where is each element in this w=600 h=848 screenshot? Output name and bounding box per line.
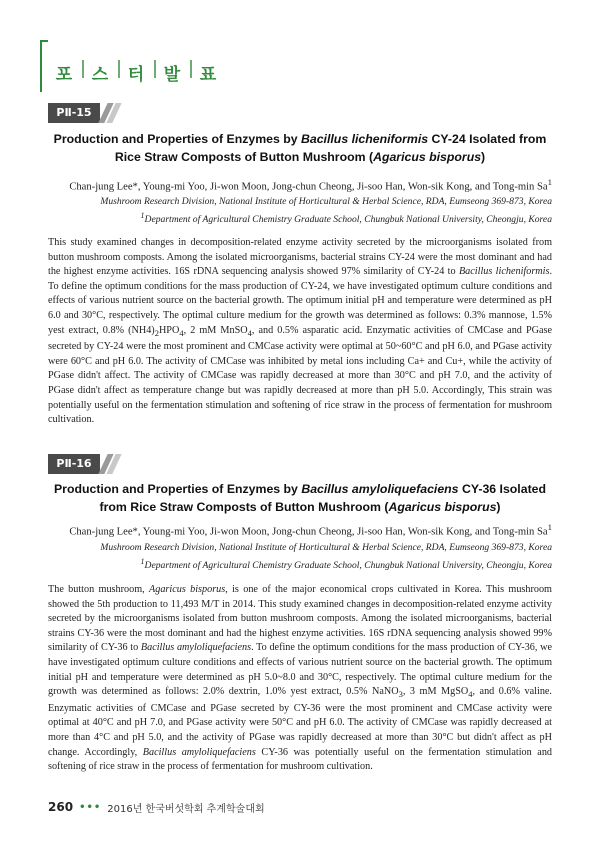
abstract-text: This study examined changes in decomposition-related enzyme activity secreted by the microorganisms isolated from button mushroom composts. Among the isolated microorganisms, bacterial strains CY-24 were the most dominant and had the highest enzyme activities. 16S rDNA sequencing analysis showed 97% similarity of CY-24 to: [48, 237, 552, 278]
title-text: from Rice Straw Composts of Button Mushroom (: [99, 500, 389, 514]
abstract-species: Bacillus amyloliquefaciens: [142, 746, 256, 758]
authors-text: Chan-jung Lee*, Young-mi Yoo, Ji-won Moon, Jong-chun Cheong, Ji-soo Han, Won-sik Kong, and Tong-min Sa: [69, 526, 548, 538]
title-text: ): [481, 150, 486, 164]
title-species: Bacillus amyloliquefaciens: [301, 482, 459, 496]
section-header: [40, 40, 560, 92]
affiliation-text: Department of Agricultural Chemistry Graduate School, Chungbuk National University, Cheongju, Korea: [144, 560, 552, 572]
poster-authors: [48, 175, 552, 195]
affiliation-line: Mushroom Research Division, National Institute of Horticultural & Herbal Science, RDA, Eumseong 369-873, Korea: [100, 542, 552, 553]
title-line: [48, 130, 552, 148]
poster-tag: [48, 103, 118, 125]
title-species: Bacillus licheniformis: [301, 132, 429, 146]
title-text: ): [496, 500, 501, 514]
poster-affiliations: [48, 195, 552, 227]
abstract-text: . To define the optimum conditions for the mass production of CY-36, we have investigated optimum culture conditions and effects of various nutrient source on the bacterial growth. The optimum initial pH and temperature were determined as pH 5.0~8.0 and 30°C, respectively. The optimal culture medium for the growth was determined as follows: 2.0% dextrin, 1.0% yest extract, 0.5% NaNO: [48, 642, 552, 698]
affiliation-sup: 1: [140, 557, 145, 566]
affiliation-text: Department of Agricultural Chemistry Graduate School, Chungbuk National University, Cheongju, Korea: [144, 214, 552, 226]
poster-abstract: [48, 236, 552, 428]
section-title-char: 발: [163, 65, 183, 85]
title-separator: [154, 60, 156, 78]
abstract-text: , is one of the major economical crops cultivated in Korea. This mushroom showed the 5th production to 11,493 M/T in 2014. This study examined changes in decomposition-related enzyme activity secreted by the microorganisms isolated from button mushroom composts. Among the isolated microorganisms, bacterial strains CY-36 were the most dominant and had the highest enzyme activities. 16S rDNA sequencing analysis showed 99% similarity of CY-36 to: [48, 584, 552, 654]
affiliation-line: [48, 209, 552, 227]
title-text: CY-24 Isolated from: [428, 132, 547, 146]
abstract-species: Bacillus licheniformis: [458, 266, 550, 278]
abstract-paragraph: [48, 236, 552, 428]
section-title-char: 포: [55, 65, 75, 85]
abstract-text: The button mushroom,: [48, 584, 149, 595]
title-line: [48, 498, 552, 516]
footer-text: 2016년 한국버섯학회 추계학술대회: [107, 803, 265, 815]
authors-sup: 1: [547, 177, 552, 187]
authors-sup: 1: [547, 522, 552, 532]
title-text: Production and Properties of Enzymes by: [53, 482, 302, 496]
abstract-sub: 2: [154, 327, 159, 338]
abstract-sub: 4: [247, 327, 252, 338]
affiliation-sup: 1: [140, 211, 145, 220]
title-separator: [190, 60, 192, 78]
page-footer: [48, 799, 265, 815]
abstract-text: , 3 mM MgSO: [402, 686, 469, 698]
abstract-paragraph: [48, 583, 552, 775]
poster-title: [48, 130, 552, 166]
title-separator: [118, 60, 120, 78]
abstract-text: CY-36 was potentially useful on the fermentation stimulation and softening of rice straw in the process of fermentation for mushroom cultivation.: [48, 746, 553, 773]
title-line: [48, 148, 552, 166]
poster-authors: [48, 520, 552, 540]
poster-tag-label: PⅡ-16: [48, 454, 100, 474]
abstract-text: , and 0.5% asparatic acid. Enzymatic activities of CMCase and PGase secreted by CY-24 were the most prominent and CMCase activity were optimal at 50~60°C and pH 6.0, and PGase activity were 60°C and pH 6.0. The activity of CMCase was inhibited by metal ions including Ca+ and Cu+, while the activity of PGase didn't affect. The activity of CMCase was rapidly decreased at more than 30°C and pH 7.0, and the activity of PGase didn't affect as temperature change but was rapidly decreased at more than pH 5.0. Accordingly, This strain was potentially useful on the fermentation stimulation and softening of rice straw in the process of fermentation for mushroom cultivation.: [48, 324, 552, 426]
title-species: Agaricus bisporus: [373, 150, 482, 164]
abstract-sub: 4: [179, 327, 184, 338]
title-text: Production and Properties of Enzymes by: [53, 132, 301, 146]
header-bracket: [40, 40, 48, 92]
abstract-species: Agaricus bisporus: [149, 584, 226, 595]
section-title-char: 스: [91, 65, 111, 85]
title-text: CY-36 Isolated: [458, 482, 547, 496]
poster-title: [48, 480, 552, 516]
page-number: 260: [48, 800, 74, 814]
affiliation-line: [48, 555, 552, 573]
abstract-text: HPO: [158, 324, 180, 336]
title-text: Rice Straw Composts of Button Mushroom (: [114, 150, 374, 164]
poster-affiliations: [48, 541, 552, 573]
abstract-species: Bacillus amyloliquefaciens: [140, 642, 252, 654]
section-title-char: 표: [199, 65, 219, 85]
title-line: [48, 480, 552, 498]
affiliation-line: Mushroom Research Division, National Institute of Horticultural & Herbal Science, RDA, Eumseong 369-873, Korea: [100, 196, 552, 207]
abstract-sub: 4: [468, 689, 473, 700]
authors-text: Chan-jung Lee*, Young-mi Yoo, Ji-won Moon, Jong-chun Cheong, Ji-soo Han, Won-sik Kong, and Tong-min Sa: [69, 181, 548, 193]
section-title-char: 터: [127, 65, 147, 85]
footer-dots: •••: [79, 801, 102, 813]
poster-abstract: [48, 583, 552, 775]
title-species: Agaricus bisporus: [388, 500, 497, 514]
abstract-sub: 3: [398, 689, 403, 700]
abstract-text: , and 0.6% valine. Enzymatic activities of CMCase and PGase secreted by CY-36 were the most prominent and CMCase activity were optimal at 40°C and pH 7.0, and PGase activity were 50°C and pH 6.0. The activity of CMCase was rapidly decreased at more than 4°C and pH 5.0, and the activity of PGase was rapidly decreased at more than 30°C but didn't affect as pH change. Accordingly,: [48, 686, 552, 758]
abstract-text: , 2 mM MnSO: [183, 324, 248, 336]
poster-tag-label: PⅡ-15: [48, 103, 100, 123]
abstract-text: . To define the optimum conditions for the mass production of CY-24, we have investigated optimum culture conditions and effects of various nutrient source on the bacterial growth. The optimum initial pH and temperature were determined as pH 6.0 and 30°C, respectively. The optimal culture medium for the growth was determined as follows: 0.3% mannose, 1.5% yest extract, 0.8% (NH4): [48, 266, 552, 336]
section-title: [54, 60, 220, 85]
title-separator: [82, 60, 84, 78]
poster-tag: [48, 454, 118, 476]
